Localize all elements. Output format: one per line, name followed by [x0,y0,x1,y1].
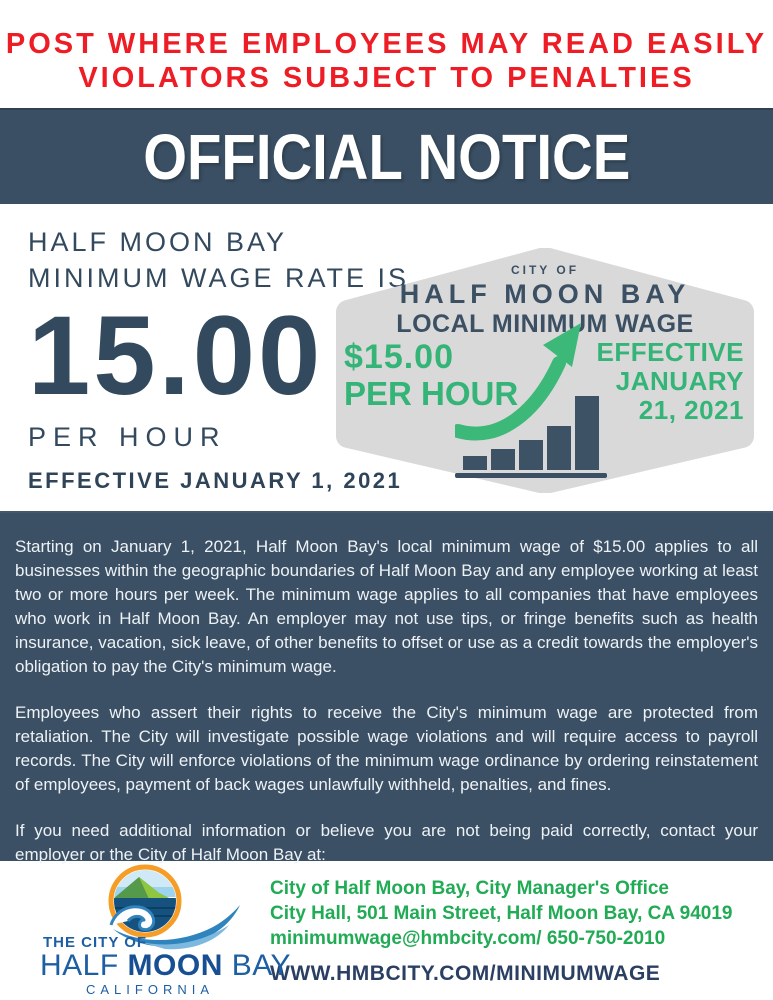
badge-effective-line2: JANUARY [615,366,744,396]
paragraph-enforcement: Employees who assert their rights to receive the City's minimum wage are protected from retaliation. The City will investigate possible wage violations and will require access to payroll records. The City will enforce violations of the minimum wage ordinance by ordering reinstatement of employees, payment of back wages unlawfully withheld, penalties, and fines. [15,703,758,794]
logo-name-bay: BAY [222,949,291,982]
wage-rate-value: 15.00 [28,293,324,418]
posting-warning [0,0,773,95]
wage-effective-date: EFFECTIVE JANUARY 1, 2021 [28,468,403,493]
badge-price-amount: $15.00 [344,338,454,376]
wage-heading-line2: MINIMUM WAGE RATE IS [28,263,409,293]
contact-office: City of Half Moon Bay, City Manager's Office [270,878,669,899]
contact-email-phone: minimumwage@hmbcity.com/ 650-750-2010 [270,928,666,949]
logo-name-moon: MOON [127,949,223,982]
minimum-wage-badge [330,248,760,493]
warning-line-2: VIOLATORS SUBJECT TO PENALTIES [78,62,695,94]
city-logo [35,861,291,1000]
logo-name-half: HALF [40,949,128,982]
contact-info [270,861,732,1000]
warning-line-1: POST WHERE EMPLOYEES MAY READ EASILY [5,28,768,60]
badge-price-per-hour: PER HOUR [344,375,519,412]
growth-arrow-icon [458,323,581,434]
ordinance-text-block [0,511,773,864]
website-url: WWW.HMBCITY.COM/MINIMUMWAGE [270,962,661,985]
badge-effective-line1: EFFECTIVE [596,337,744,367]
logo-city-name [40,949,291,983]
banner-title: OFFICIAL NOTICE [142,121,631,193]
badge-subtitle: LOCAL MINIMUM WAGE [396,310,694,338]
official-notice-banner [0,108,773,204]
wage-per-hour-label: PER HOUR [28,422,227,452]
wage-hero-section [0,204,773,511]
logo-california: CALIFORNIA [85,982,214,997]
paragraph-contact-intro: If you need additional information or believe you are not being paid correctly, contact your employer or the City of Half Moon Bay at: [15,821,758,864]
wage-heading-line1: HALF MOON BAY [28,227,288,257]
contact-address: City Hall, 501 Main Street, Half Moon Bay, CA 94019 [270,903,733,924]
bar-chart-growth-icon [455,323,620,478]
footer [0,861,773,1000]
badge-effective-line3: 21, 2021 [638,395,744,425]
logo-the-city-of: THE CITY OF [43,934,148,951]
badge-title: HALF MOON BAY [399,279,691,309]
badge-city-of: CITY OF [510,263,580,277]
paragraph-wage-coverage: Starting on January 1, 2021, Half Moon Bay's local minimum wage of $15.00 applies to all businesses within the geographic boundaries of Half Moon Bay and any employee working at least two or more hours per week. The minimum wage applies to all companies that have employees who work in Half Moon Bay. An employer may not use tips, or fringe benefits such as health insurance, vacation, sick leave, of other benefits to offset or use as a credit towards the employer's obligation to pay the City's minimum wage. [15,537,758,676]
